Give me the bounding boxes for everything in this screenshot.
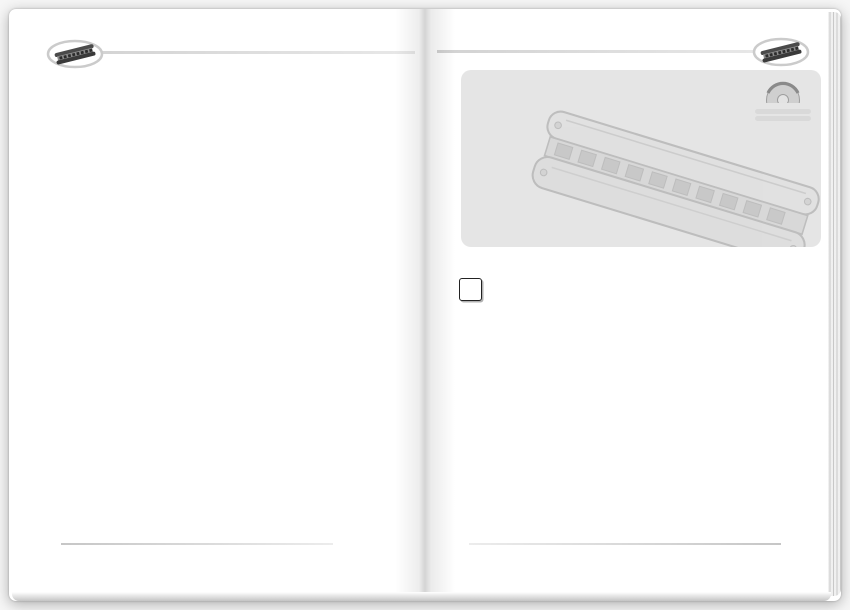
page-right: [425, 9, 841, 601]
page-footer-right: [469, 543, 789, 545]
header-rule-left: [71, 51, 415, 54]
page-left: [9, 9, 425, 601]
song-info-box: [461, 70, 821, 247]
harmonica-icon: [751, 37, 811, 67]
song-description: [475, 103, 769, 113]
cd-plate-1: [755, 109, 811, 114]
cd-icon: [762, 80, 804, 103]
harmonica-icon: [45, 39, 105, 69]
page-footer-left: [53, 543, 333, 545]
page-stack-right-edge: [828, 12, 841, 596]
rehearsal-mark-a: [459, 278, 482, 301]
cd-badge: [755, 80, 811, 121]
cd-plate-2: [755, 116, 811, 121]
page-stack-bottom-edge: [12, 592, 831, 601]
footer-rule-right: [469, 543, 781, 545]
footer-rule-left: [61, 543, 333, 545]
swing-marking: [459, 253, 461, 266]
header-rule-right: [437, 50, 767, 53]
book: [9, 9, 841, 601]
